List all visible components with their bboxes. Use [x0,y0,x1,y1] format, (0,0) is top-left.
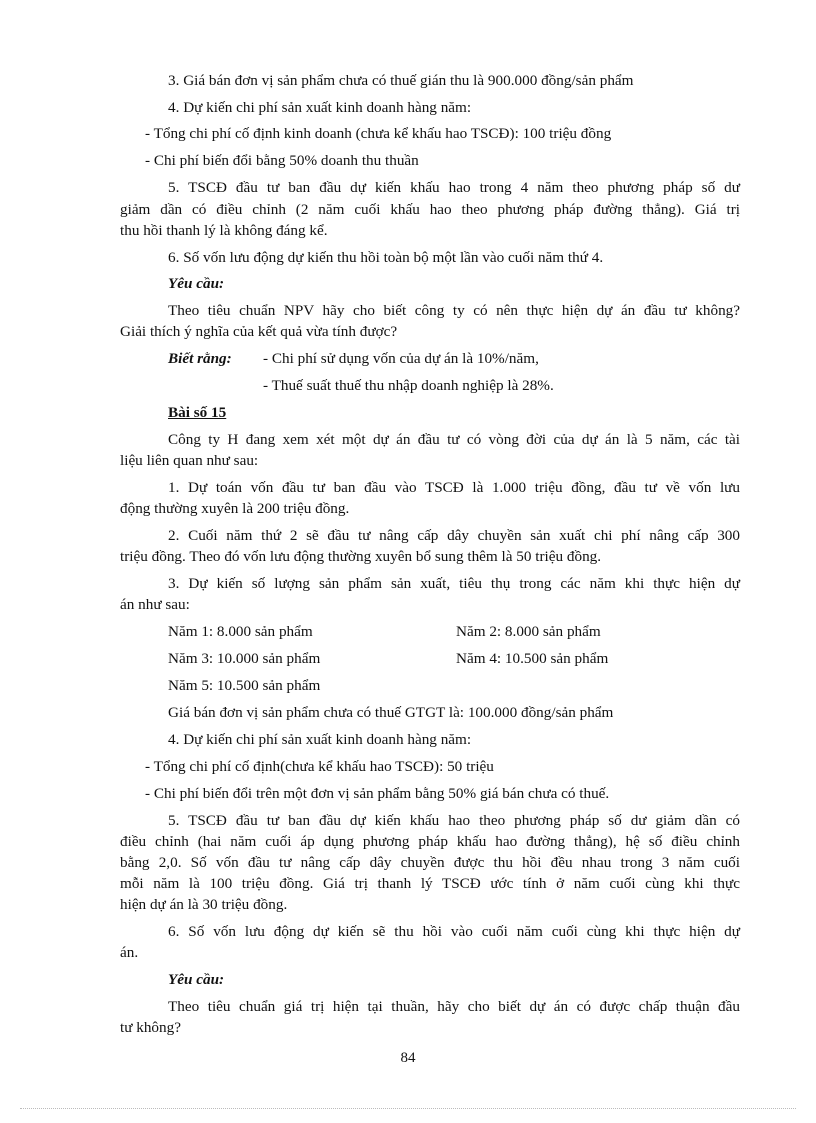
ex15-item-2-line-2: triệu đồng. Theo đó vốn lưu động thường xuyên bổ sung thêm là 50 triệu đồng. [120,548,602,565]
ex15-item-4-heading: 4. Dự kiến chi phí sản xuất kinh doanh hàng năm: [168,731,472,748]
ex15-requirement-line-1: Theo tiêu chuẩn giá trị hiện tại thuần, hãy cho biết dự án có được chấp thuận đầu [168,998,740,1015]
given-label: Biết rằng: [168,350,232,367]
ex15-item-5-line-4: mỗi năm là 100 triệu đồng. Giá trị thanh lý TSCĐ ước tính ở năm cuối cùng khi thực [120,875,740,892]
year-4-volume: Năm 4: 10.500 sản phẩm [456,650,609,667]
exercise-15-title: Bài số 15 [168,404,227,421]
given-tax-rate: - Thuế suất thuế thu nhập doanh nghiệp là 28%. [263,377,554,394]
item-5-line-2: giảm dần có điều chỉnh (2 năm cuối khấu hao theo phương pháp đường thẳng). Giá trị [120,201,740,218]
requirement-line-1: Theo tiêu chuẩn NPV hãy cho biết công ty có nên thực hiện dự án đầu tư không? [168,302,740,319]
ex15-item-1-line-1: 1. Dự toán vốn đầu tư ban đầu vào TSCĐ là 1.000 triệu đồng, đầu tư về vốn lưu [168,479,740,496]
ex15-item-5-line-2: điều chỉnh (hai năm cuối áp dụng phương pháp khấu hao đường thẳng), hệ số điều chỉnh [120,833,740,850]
ex15-variable-cost: - Chi phí biến đổi trên một đơn vị sản phẩm bằng 50% giá bán chưa có thuế. [145,785,610,802]
year-1-volume: Năm 1: 8.000 sản phẩm [168,623,313,640]
ex15-item-6-line-2: án. [120,944,139,961]
ex15-item-5-line-3: bằng 2,0. Số vốn đầu tư nâng cấp dây chuyền được thu hồi đều nhau trong 3 năm cuối [120,854,740,871]
fixed-cost-line: - Tổng chi phí cố định kinh doanh (chưa kể khấu hao TSCĐ): 100 triệu đồng [145,125,612,142]
ex15-requirement-heading: Yêu cầu: [168,971,225,988]
year-2-volume: Năm 2: 8.000 sản phẩm [456,623,601,640]
ex15-item-2-line-1: 2. Cuối năm thứ 2 sẽ đầu tư nâng cấp dây chuyền sản xuất chi phí nâng cấp 300 [168,527,740,544]
ex15-item-3-line-2: án như sau: [120,596,190,613]
requirement-line-2: Giải thích ý nghĩa của kết quả vừa tính được? [120,323,398,340]
ex15-item-1-line-2: động thường xuyên là 200 triệu đồng. [120,500,350,517]
item-3-price: 3. Giá bán đơn vị sản phẩm chưa có thuế gián thu là 900.000 đồng/sản phẩm [168,72,634,89]
year-3-volume: Năm 3: 10.000 sản phẩm [168,650,321,667]
year-5-volume: Năm 5: 10.500 sản phẩm [168,677,321,694]
page-number: 84 [400,1050,416,1066]
ex15-fixed-cost: - Tổng chi phí cố định(chưa kể khấu hao TSCĐ): 50 triệu [145,758,494,775]
item-5-line-3: thu hồi thanh lý là không đáng kể. [120,222,328,239]
ex15-unit-price: Giá bán đơn vị sản phẩm chưa có thuế GTGT là: 100.000 đồng/sản phẩm [168,704,614,721]
item-5-line-1: 5. TSCĐ đầu tư ban đầu dự kiến khấu hao trong 4 năm theo phương pháp số dư [168,179,740,196]
page-border [20,1108,796,1109]
ex15-item-5-line-5: hiện dự án là 30 triệu đồng. [120,896,288,913]
requirement-heading: Yêu cầu: [168,275,225,292]
item-4-costs-heading: 4. Dự kiến chi phí sản xuất kinh doanh hàng năm: [168,99,472,116]
given-capital-cost: - Chi phí sử dụng vốn của dự án là 10%/năm, [263,350,539,367]
ex15-requirement-line-2: tư không? [120,1019,181,1036]
item-6-line: 6. Số vốn lưu động dự kiến thu hồi toàn bộ một lần vào cuối năm thứ 4. [168,249,604,266]
ex15-intro-line-1: Công ty H đang xem xét một dự án đầu tư có vòng đời của dự án là 5 năm, các tài [168,431,740,448]
ex15-intro-line-2: liệu liên quan như sau: [120,452,259,469]
variable-cost-line: - Chi phí biến đổi bằng 50% doanh thu thuần [145,152,419,169]
ex15-item-5-line-1: 5. TSCĐ đầu tư ban đầu dự kiến khấu hao theo phương pháp số dư giảm dần có [168,812,740,829]
ex15-item-6-line-1: 6. Số vốn lưu động dự kiến sẽ thu hồi vào cuối năm cuối cùng khi thực hiện dự [168,923,740,940]
ex15-item-3-line-1: 3. Dự kiến số lượng sản phẩm sản xuất, tiêu thụ trong các năm khi thực hiện dự [168,575,740,592]
